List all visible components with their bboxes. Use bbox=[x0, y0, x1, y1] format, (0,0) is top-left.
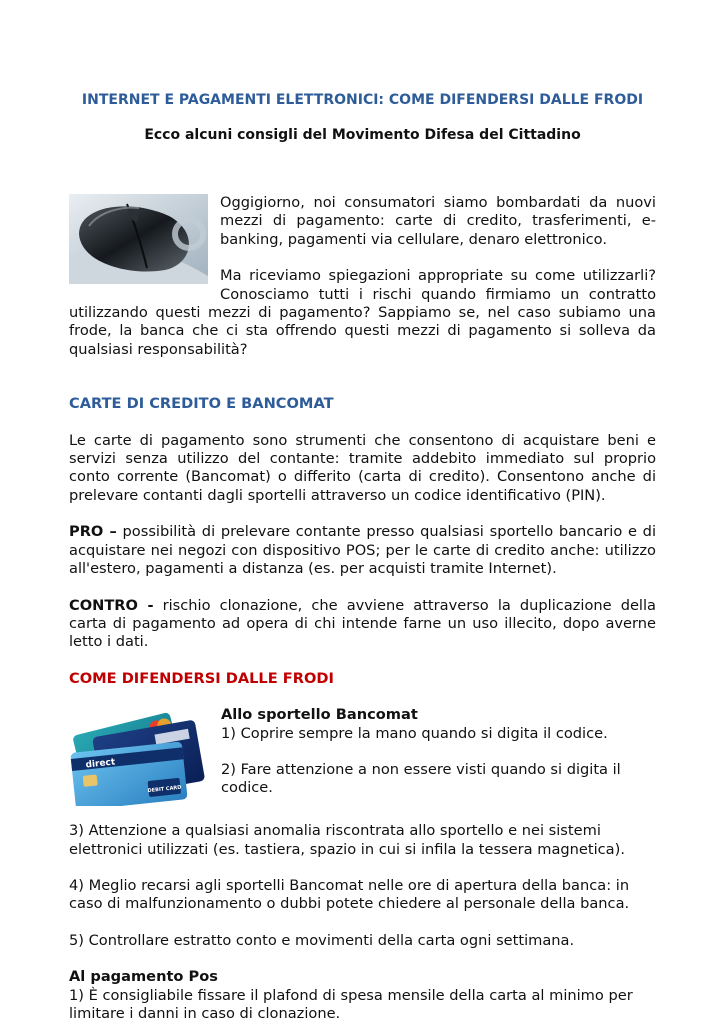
intro-paragraph-1: Oggigiorno, noi consumatori siamo bombardati da nuovi mezzi di pagamento: carte di credito, trasferimenti, e-banking, pagamenti via cellulare, denaro elettronico. bbox=[220, 194, 656, 248]
pro-label: PRO – bbox=[69, 523, 117, 541]
fraud-section-heading: COME DIFENDERSI DALLE FRODI bbox=[69, 669, 334, 687]
atm-tip: 5) Controllare estratto conto e movimenti della carta ogni settimana. bbox=[69, 931, 575, 949]
pro-paragraph bbox=[69, 523, 656, 578]
contro-text: rischio clonazione, che avviene attraverso la duplicazione della carta di pagamento ad opera di chi intende farne un uso illecito, dopo averne letto i dati. bbox=[69, 596, 656, 651]
card-brand-text: direct bbox=[85, 757, 116, 771]
cards-description: Le carte di pagamento sono strumenti che consentono di acquistare beni e servizi senza utilizzo del contante: tramite addebito immediato sul proprio conto corrente (Bancomat) o differito (carta di credito). Consentono anche di prelevare contanti dagli sportelli attraverso un codice identificativo (PIN). bbox=[69, 431, 656, 504]
pro-text: possibilità di prelevare contante presso qualsiasi sportello bancario e di acquistare nei negozi con dispositivo POS; per le carte di credito anche: utilizzo all'estero, pagamenti a distanza (es. per acquisti tramite Internet). bbox=[69, 523, 657, 578]
computer-mouse-image bbox=[69, 194, 208, 284]
cards-section-heading: CARTE DI CREDITO E BANCOMAT bbox=[69, 395, 334, 413]
contro-label: CONTRO - bbox=[69, 596, 154, 614]
credit-cards-image bbox=[69, 706, 214, 806]
atm-tip: 4) Meglio recarsi agli sportelli Bancomat nelle ore di apertura della banca: in caso di malfunzionamento o dubbi potete chiedere al personale della banca. bbox=[69, 876, 630, 913]
page-title: INTERNET E PAGAMENTI ELETTRONICI: COME DIFENDERSI DALLE FRODI bbox=[81, 92, 644, 108]
contro-paragraph bbox=[69, 597, 656, 652]
document-body bbox=[69, 194, 656, 1023]
atm-tip: 1) Coprire sempre la mano quando si digita il codice. bbox=[221, 724, 608, 742]
atm-tip: 3) Attenzione a qualsiasi anomalia riscontrata allo sportello e nei sistemi elettronici utilizzati (es. tastiera, spazio in cui si infila la tessera magnetica). bbox=[69, 822, 625, 858]
pos-heading: Al pagamento Pos bbox=[69, 968, 218, 986]
page-subtitle: Ecco alcuni consigli del Movimento Difesa del Cittadino bbox=[144, 127, 581, 143]
pos-tip: 1) È consigliabile fissare il plafond di spesa mensile della carta al minimo per limitare i danni in caso di clonazione. bbox=[69, 986, 633, 1022]
intro-paragraph-2: Ma riceviamo spiegazioni appropriate su come utilizzarli? Conosciamo tutti i rischi quando firmiamo un contratto utilizzando questi mezzi di pagamento? Sappiamo se, nel caso subiamo una frode, la banca che ci sta offrendo questi mezzi di pagamento si solleva da qualsiasi responsabilità? bbox=[69, 267, 656, 358]
atm-heading: Allo sportello Bancomat bbox=[221, 706, 418, 724]
debit-card-badge: DEBIT CARD bbox=[147, 784, 182, 795]
atm-tip: 2) Fare attenzione a non essere visti quando si digita il codice. bbox=[221, 760, 621, 797]
